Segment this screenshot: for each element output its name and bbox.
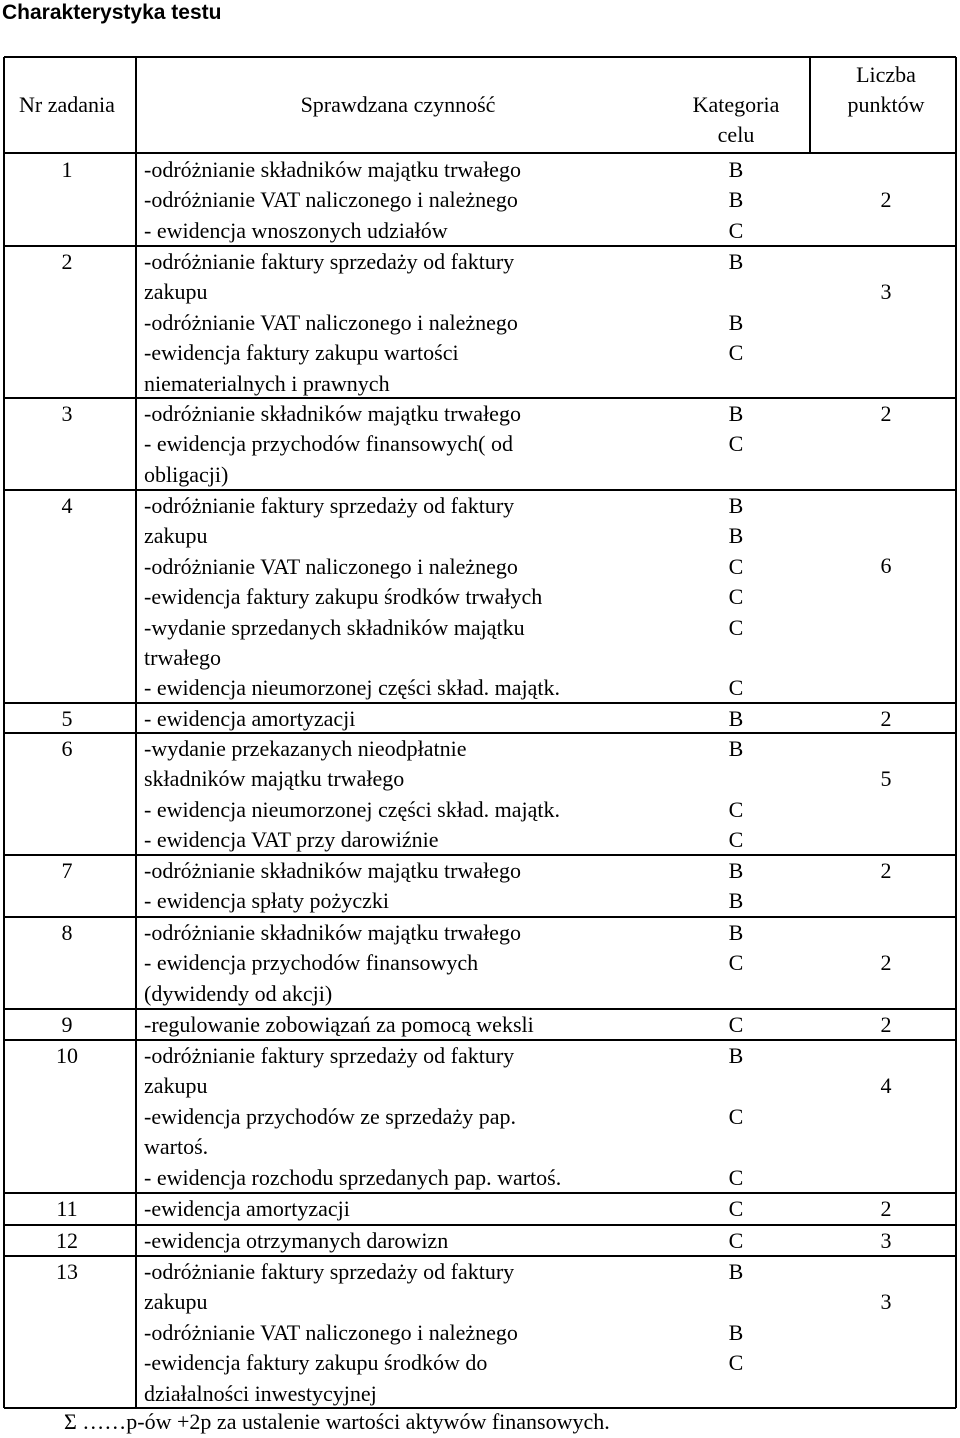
row-description-line: -odróżnianie składników majątku trwałego <box>144 858 521 883</box>
row-category: C <box>728 675 744 700</box>
row-description-line: - ewidencja VAT przy darowiźnie <box>144 827 439 852</box>
row-number: 1 <box>61 157 73 182</box>
row-description-line: niematerialnych i prawnych <box>144 371 390 396</box>
row-number: 6 <box>61 736 73 761</box>
row-number: 13 <box>56 1259 78 1284</box>
row-number: 5 <box>61 706 73 731</box>
row-description-line: -ewidencja otrzymanych darowizn <box>144 1228 449 1253</box>
row-category: B <box>728 401 744 426</box>
row-description-line: -odróżnianie VAT naliczonego i należnego <box>144 554 518 579</box>
row-description-line: zakupu <box>144 279 208 304</box>
row-category: B <box>728 187 744 212</box>
row-description-line: -odróżnianie faktury sprzedaży od faktury <box>144 1043 515 1068</box>
row-category: C <box>728 1350 744 1375</box>
row-category: B <box>728 1043 744 1068</box>
row-points: 2 <box>880 1196 892 1221</box>
row-description-line: -odróżnianie VAT naliczonego i należnego <box>144 1320 518 1345</box>
row-category: C <box>728 554 744 579</box>
row-category: B <box>728 1320 744 1345</box>
row-number: 11 <box>56 1196 78 1221</box>
row-points: 2 <box>880 858 892 883</box>
row-points: 3 <box>880 279 892 304</box>
row-category: C <box>728 584 744 609</box>
row-description-line: -wydanie przekazanych nieodpłatnie <box>144 736 467 761</box>
row-points: 3 <box>880 1289 892 1314</box>
row-description-line: -wydanie sprzedanych składników majątku <box>144 615 525 640</box>
header-kategoria-celu: celu <box>717 122 755 147</box>
header-nr-zadania: Nr zadania <box>19 92 115 117</box>
row-points: 2 <box>880 187 892 212</box>
row-description-line: zakupu <box>144 1289 208 1314</box>
row-points: 4 <box>880 1073 892 1098</box>
row-description-line: -ewidencja faktury zakupu wartości <box>144 340 459 365</box>
row-category: C <box>728 797 744 822</box>
row-description-line: -odróżnianie składników majątku trwałego <box>144 157 521 182</box>
row-description-line: - ewidencja amortyzacji <box>144 706 356 731</box>
row-description-line: składników majątku trwałego <box>144 766 405 791</box>
row-description-line: -odróżnianie faktury sprzedaży od faktury <box>144 249 515 274</box>
row-description-line: -ewidencja faktury zakupu środków do <box>144 1350 488 1375</box>
row-category: C <box>728 1196 744 1221</box>
row-description-line: -odróżnianie składników majątku trwałego <box>144 401 521 426</box>
row-category: C <box>728 431 744 456</box>
row-category: B <box>728 858 744 883</box>
row-description-line: - ewidencja nieumorzonej części skład. majątk. <box>144 675 560 700</box>
row-category: B <box>728 157 744 182</box>
footer-summary: Σ ……p-ów +2p za ustalenie wartości aktywów finansowych. <box>64 1409 610 1434</box>
row-description-line: -regulowanie zobowiązań za pomocą weksli <box>144 1012 534 1037</box>
row-points: 5 <box>880 766 892 791</box>
row-category: B <box>728 310 744 335</box>
row-category: C <box>728 1228 744 1253</box>
row-number: 8 <box>61 920 73 945</box>
row-description-line: -odróżnianie VAT naliczonego i należnego <box>144 187 518 212</box>
row-category: C <box>728 615 744 640</box>
row-category: B <box>728 523 744 548</box>
row-category: C <box>728 827 744 852</box>
row-points: 2 <box>880 401 892 426</box>
row-category: B <box>728 736 744 761</box>
row-description-line: - ewidencja rozchodu sprzedanych pap. wartoś. <box>144 1165 562 1190</box>
row-description-line: - ewidencja przychodów finansowych <box>144 950 479 975</box>
page-title: Charakterystyka testu <box>2 1 222 24</box>
row-number: 3 <box>61 401 73 426</box>
row-number: 2 <box>61 249 73 274</box>
row-points: 2 <box>880 706 892 731</box>
row-number: 4 <box>61 493 73 518</box>
row-description-line: -ewidencja przychodów ze sprzedaży pap. <box>144 1104 516 1129</box>
row-description-line: - ewidencja nieumorzonej części skład. majątk. <box>144 797 560 822</box>
row-description-line: (dywidendy od akcji) <box>144 981 333 1006</box>
row-category: B <box>728 920 744 945</box>
row-description-line: działalności inwestycyjnej <box>144 1381 377 1406</box>
row-category: B <box>728 888 744 913</box>
row-description-line: -odróżnianie faktury sprzedaży od faktury <box>144 1259 515 1284</box>
row-description-line: -odróżnianie faktury sprzedaży od faktury <box>144 493 515 518</box>
row-description-line: -odróżnianie składników majątku trwałego <box>144 920 521 945</box>
row-description-line: wartoś. <box>144 1134 209 1159</box>
row-category: C <box>728 218 744 243</box>
row-points: 2 <box>880 950 892 975</box>
header-liczba: Liczba <box>856 62 916 87</box>
row-description-line: -ewidencja amortyzacji <box>144 1196 350 1221</box>
row-description-line: - ewidencja wnoszonych udziałów <box>144 218 448 243</box>
header-kategoria: Kategoria <box>692 92 780 117</box>
row-description-line: zakupu <box>144 523 208 548</box>
row-description-line: -odróżnianie VAT naliczonego i należnego <box>144 310 518 335</box>
row-description-line: trwałego <box>144 645 221 670</box>
header-punktow: punktów <box>847 92 925 117</box>
row-category: C <box>728 950 744 975</box>
row-description-line: - ewidencja przychodów finansowych( od <box>144 431 513 456</box>
row-category: C <box>728 340 744 365</box>
row-description-line: -ewidencja faktury zakupu środków trwałych <box>144 584 543 609</box>
row-description-line: - ewidencja spłaty pożyczki <box>144 888 389 913</box>
row-number: 12 <box>56 1228 78 1253</box>
row-category: C <box>728 1104 744 1129</box>
row-points: 6 <box>880 553 892 578</box>
row-category: B <box>728 1259 744 1284</box>
header-sprawdzana-czynnosc: Sprawdzana czynność <box>300 92 496 117</box>
row-number: 7 <box>61 858 73 883</box>
row-points: 2 <box>880 1012 892 1037</box>
row-description-line: obligacji) <box>144 462 229 487</box>
row-category: C <box>728 1165 744 1190</box>
row-number: 10 <box>56 1043 78 1068</box>
row-category: B <box>728 706 744 731</box>
row-description-line: zakupu <box>144 1073 208 1098</box>
row-category: C <box>728 1012 744 1037</box>
row-number: 9 <box>61 1012 73 1037</box>
row-points: 3 <box>880 1228 892 1253</box>
row-category: B <box>728 249 744 274</box>
row-category: B <box>728 493 744 518</box>
